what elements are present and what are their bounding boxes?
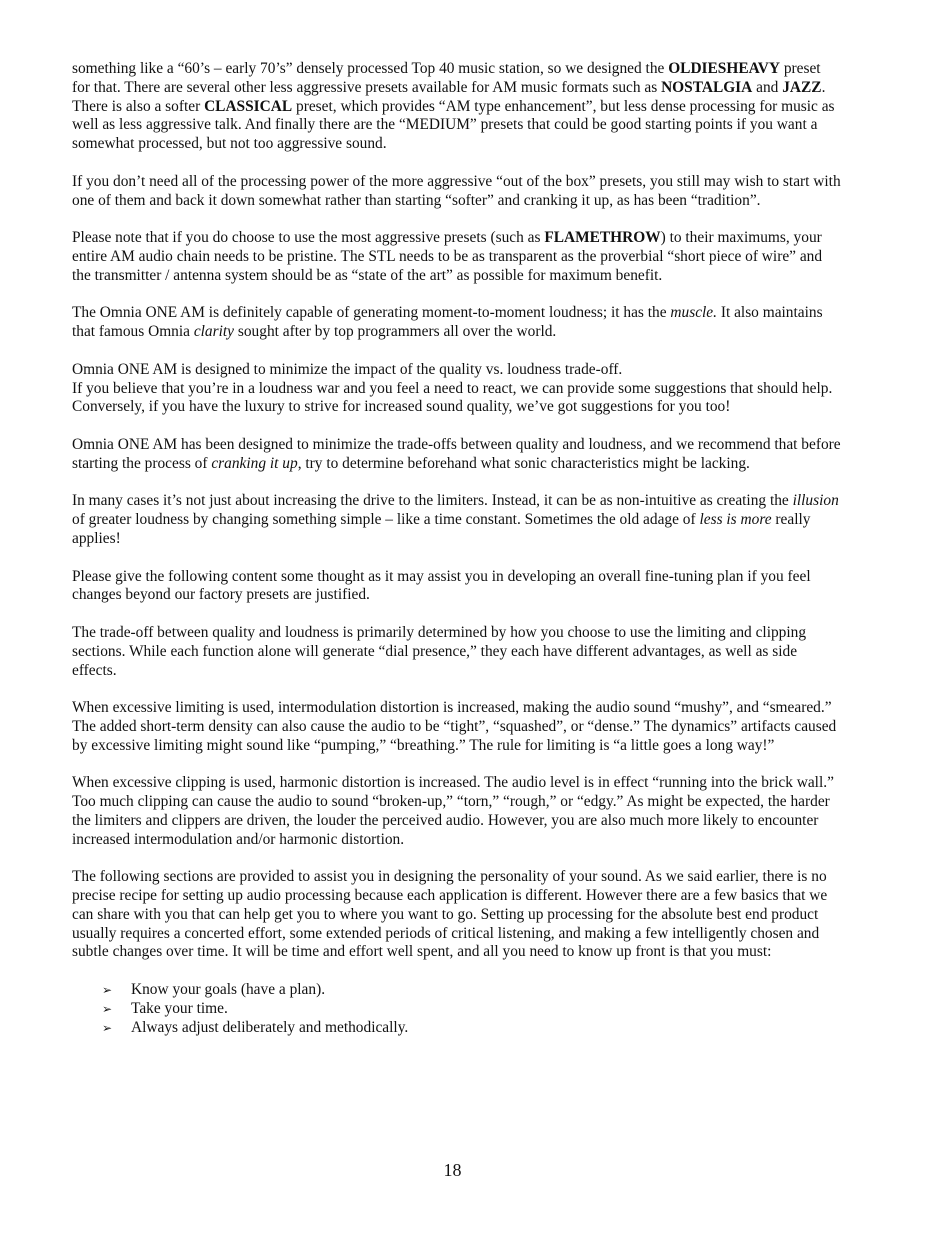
text-run: Omnia ONE AM is designed to minimize the impact of the quality vs. loudness trade-off. bbox=[72, 360, 623, 378]
paragraph bbox=[72, 304, 842, 342]
italic-text: clarity bbox=[193, 323, 235, 341]
bold-text: FLAMETHROW bbox=[544, 229, 661, 247]
paragraph bbox=[72, 492, 842, 548]
bullet-item bbox=[102, 1000, 842, 1019]
paragraph bbox=[72, 774, 842, 849]
bold-text: OLDIESHEAVY bbox=[668, 60, 780, 77]
text-run: something like a “60’s – early 70’s” densely processed Top 40 music station, so we designed the bbox=[72, 60, 669, 77]
bullet-text: Know your goals (have a plan). bbox=[131, 981, 326, 999]
italic-text: muscle. bbox=[670, 304, 717, 322]
italic-text: cranking it up bbox=[211, 454, 298, 472]
paragraph bbox=[72, 173, 842, 211]
paragraph bbox=[72, 699, 842, 755]
paragraph bbox=[72, 868, 842, 962]
text-run: The following sections are provided to assist you in designing the personality of your sound. As we said earlier, there is no precise recipe for setting up audio processing because each application is different. However there are a few basics that we can share with you that can help get you to where you want to go. Setting up processing for the absolute best end product usually requires a concerted effort, some extended periods of critical listening, and making a few intelligently chosen and subtle changes over time. It will be time and effort well spent, and all you need to know up front is that you must: bbox=[72, 868, 828, 961]
paragraph bbox=[72, 361, 842, 417]
text-run: It also maintains that famous Omnia bbox=[72, 304, 823, 341]
arrowhead-bullet-icon: ➢ bbox=[102, 1020, 113, 1035]
bullet-text: Always adjust deliberately and methodically. bbox=[131, 1018, 409, 1036]
text-run: of greater loudness by changing something simple – like a time constant. Sometimes the old adage of bbox=[72, 511, 700, 529]
italic-text: less is more bbox=[699, 511, 772, 529]
text-run: If you don’t need all of the processing power of the more aggressive “out of the box” presets, you still may wish to start with one of them and back it down somewhat rather than starting “softer” and cranking it up, as has been “tradition”. bbox=[72, 172, 841, 209]
text-run: Omnia ONE AM has been designed to minimize the trade-offs between quality and loudness, and we recommend that before starting the process of bbox=[72, 435, 841, 472]
text-run: preset for that. There are several other less aggressive presets available for AM music formats such as bbox=[72, 60, 821, 96]
text-run: Please note that if you do choose to use the most aggressive presets (such as bbox=[72, 229, 545, 247]
bullet-item bbox=[102, 981, 842, 1000]
text-run: When excessive clipping is used, harmonic distortion is increased. The audio level is in effect “running into the brick wall.” Too much clipping can cause the audio to sound “broken-up,” “torn,” “rough,” or “edgy.” As might be expected, the harder the limiters and clippers are driven, the louder the perceived audio. However, you are also much more likely to encounter increased intermodulation and/or harmonic distortion. bbox=[72, 774, 834, 848]
italic-text: illusion bbox=[792, 492, 839, 510]
text-run: really applies! bbox=[72, 511, 811, 547]
bold-text: NOSTALGIA bbox=[661, 78, 753, 96]
page-number: 18 bbox=[443, 1160, 462, 1180]
body-text bbox=[72, 60, 842, 962]
text-run: , try to determine beforehand what sonic characteristics might be lacking. bbox=[297, 454, 750, 472]
bullet-item bbox=[102, 1019, 842, 1038]
text-run: The Omnia ONE AM is definitely capable of generating moment-to-moment loudness; it has the bbox=[72, 304, 671, 322]
text-run: When excessive limiting is used, intermodulation distortion is increased, making the audio sound “mushy”, and “smeared.” The added short-term density can also cause the audio to be “tight”, “squashed”, or “dense.” The dynamics” artifacts caused by excessive limiting might sound like “pumping,” “breathing.” The rule for limiting is “a little goes a long way!” bbox=[72, 699, 837, 754]
bullet-list bbox=[72, 981, 842, 1037]
text-run: . There is also a softer bbox=[72, 78, 826, 115]
document-page bbox=[72, 60, 842, 1037]
bullet-text: Take your time. bbox=[131, 999, 228, 1017]
text-run: preset, which provides “AM type enhancement”, but less dense processing for music as well as less aggressive talk. And finally there are the “MEDIUM” presets that could be good starting points if you want a somewhat processed, but not too aggressive sound. bbox=[72, 97, 835, 153]
arrowhead-bullet-icon: ➢ bbox=[102, 983, 113, 998]
text-run: Please give the following content some thought as it may assist you in developing an overall fine-tuning plan if you feel changes beyond our factory presets are justified. bbox=[72, 567, 811, 604]
text-run: The trade-off between quality and loudness is primarily determined by how you choose to use the limiting and clipping sections. While each function alone will generate “dial presence,” they each have different advantages, as well as side effects. bbox=[72, 623, 807, 679]
text-run: ) to their maximums, your entire AM audio chain needs to be pristine. The STL needs to be as transparent as the proverbial “short piece of wire” and the transmitter / antenna system should be as “state of the art” as possible for maximum benefit. bbox=[72, 229, 823, 284]
paragraph bbox=[72, 60, 842, 154]
paragraph bbox=[72, 436, 842, 474]
text-run: and bbox=[752, 78, 783, 96]
paragraph bbox=[72, 229, 842, 285]
paragraph bbox=[72, 568, 842, 606]
text-run: sought after by top programmers all over the world. bbox=[234, 323, 557, 341]
bold-text: JAZZ bbox=[782, 78, 822, 96]
paragraph bbox=[72, 624, 842, 680]
text-run: If you believe that you’re in a loudness war and you feel a need to react, we can provide some suggestions that should help. Conversely, if you have the luxury to strive for increased sound quality, we’ve got suggestions for you too! bbox=[72, 379, 833, 416]
text-run: In many cases it’s not just about increasing the drive to the limiters. Instead, it can be as non-intuitive as creating the bbox=[72, 492, 793, 510]
arrowhead-bullet-icon: ➢ bbox=[102, 1001, 113, 1016]
bold-text: CLASSICAL bbox=[204, 97, 293, 115]
